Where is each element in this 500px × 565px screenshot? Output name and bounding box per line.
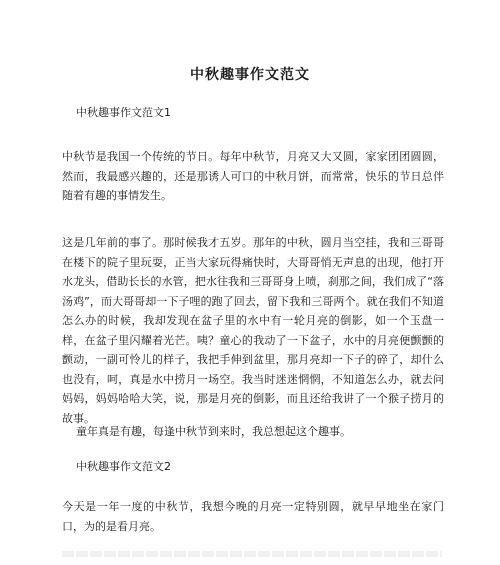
paragraph-2: 这是几年前的事了。那时候我才五岁。那年的中秋，圆月当空挂，我和三哥哥在楼下的院子里玩耍，正当大家玩得痛快时，大哥哥悄无声息的出现，他打开水龙头，借助长长的水管，把水往我和三哥哥身上喷，刹那之间，我们成了“落汤鸡”，而大哥哥却一下子哩的跑了回去，留下我和三哥两个。就在我们不知道怎么办的时候，我却发现在盆子里的水中有一轮月亮的倒影，如一个玉盘一样，在盆子里闪耀着光芒。咦？童心的我动了一下盆子，水中的月亮便颤颤的颤动，一副可怜儿的样子，我把手伸到盆里，那月亮却一下子的碎了，却什么也没有，呵，真是水中捞月一场空。我当时迷迷惘惘，不知道怎么办，就去问妈妈，妈妈哈哈大笑，说，那是月亮的倒影，而且还给我讲了一个猴子捞月的故事。	[62, 236, 444, 425]
section-heading-2: 中秋趣事作文范文2	[76, 460, 171, 473]
section-heading-1: 中秋趣事作文范文1	[76, 106, 171, 119]
paragraph-1: 中秋节是我国一个传统的节日。每年中秋节，月亮又大又圆，家家团团圆圆，然而，我最感兴趣的，还是那诱人可口的中秋月饼，而常常，快乐的节日总伴随着有趣的事情发生。	[62, 150, 444, 202]
paragraph-3: 童年真是有趣，每逢中秋节到来时，我总想起这个趣事。	[76, 425, 351, 438]
paragraph-4: 今天是一年一度的中秋节，我想今晚的月亮一定特别圆，就早早地坐在家门口，为的是看月亮。	[62, 500, 444, 533]
document-title: 中秋趣事作文范文	[190, 67, 310, 83]
faded-text-line	[62, 551, 442, 557]
